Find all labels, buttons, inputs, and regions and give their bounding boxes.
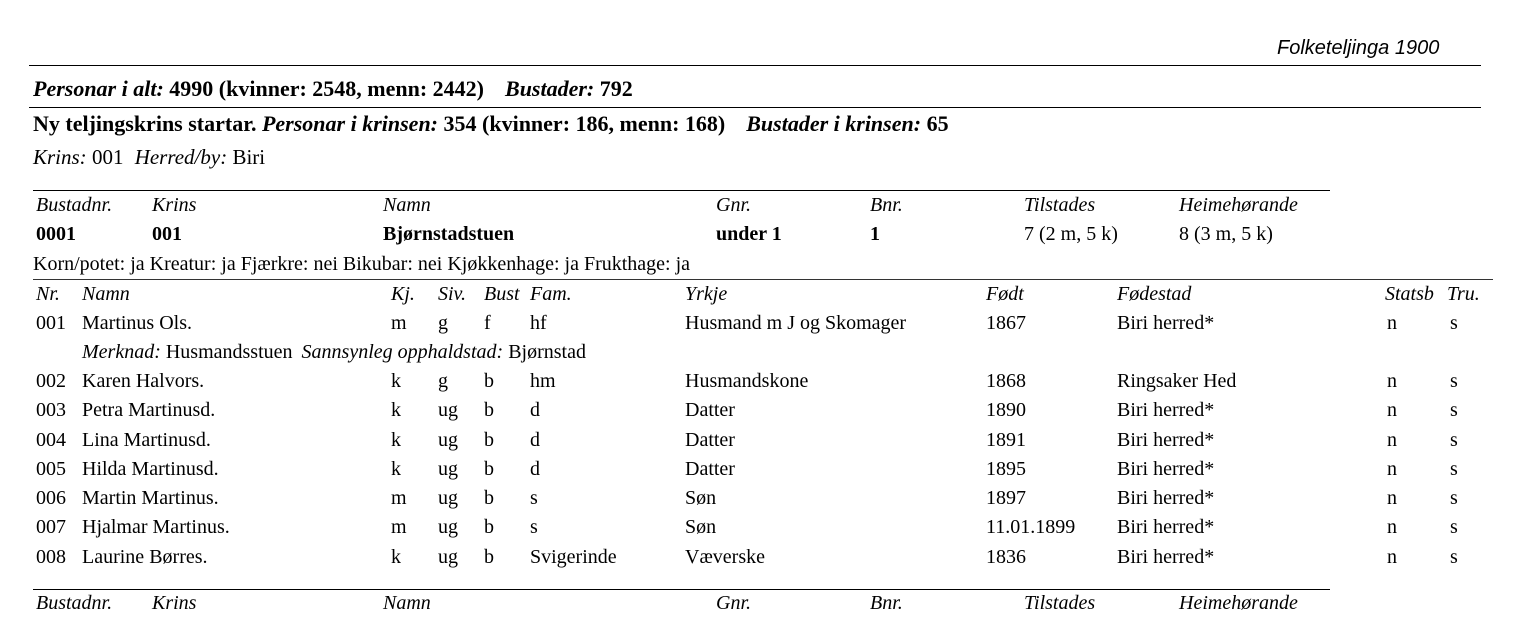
person-kj: k <box>391 370 401 392</box>
person-fam: s <box>530 516 538 538</box>
person-fodestad: Biri herred* <box>1117 429 1215 451</box>
person-bust: b <box>484 487 494 509</box>
district-dwellings-value: 65 <box>926 111 949 136</box>
person-fodestad: Ringsaker Hed <box>1117 370 1237 392</box>
person-kj: k <box>391 458 401 480</box>
person-fodd: 1891 <box>986 429 1026 451</box>
person-siv: ug <box>438 546 458 568</box>
dwelling-heimehorande: 8 (3 m, 5 k) <box>1179 223 1273 245</box>
persons-top-divider <box>33 279 1493 280</box>
opphald-value: Bjørnstad <box>508 341 586 363</box>
person-note <box>82 342 586 362</box>
header-siv: Siv. <box>438 283 466 305</box>
person-namn: Karen Halvors. <box>82 370 205 392</box>
person-bust: b <box>484 516 494 538</box>
header-statsb: Statsb <box>1385 283 1434 305</box>
next-dwelling-divider <box>33 589 1330 590</box>
person-kj: k <box>391 429 401 451</box>
next-header-heimehorande: Heimehørande <box>1179 592 1298 614</box>
person-siv: ug <box>438 487 458 509</box>
person-kj: k <box>391 399 401 421</box>
person-statsb: n <box>1387 429 1397 451</box>
total-persons-label: Personar i alt: <box>33 76 164 101</box>
person-statsb: n <box>1387 487 1397 509</box>
person-fodd: 1868 <box>986 370 1026 392</box>
header-gnr: Gnr. <box>716 194 752 216</box>
person-namn: Martinus Ols. <box>82 312 192 334</box>
dwelling-top-divider <box>33 190 1330 191</box>
header-nr: Nr. <box>36 283 60 305</box>
person-nr: 005 <box>36 458 66 480</box>
person-yrkje: Søn <box>685 487 717 509</box>
person-fam: s <box>530 487 538 509</box>
person-yrkje: Datter <box>685 399 735 421</box>
person-bust: b <box>484 429 494 451</box>
total-dwellings-label: Bustader: <box>505 76 595 101</box>
person-nr: 006 <box>36 487 66 509</box>
person-fodd: 1890 <box>986 399 1026 421</box>
dwelling-tilstades: 7 (2 m, 5 k) <box>1024 223 1118 245</box>
opphald-label: Sannsynleg opphaldstad: <box>301 341 504 363</box>
person-siv: ug <box>438 399 458 421</box>
person-kj: m <box>391 516 407 538</box>
person-namn: Lina Martinusd. <box>82 429 211 451</box>
header-fodd: Født <box>986 283 1024 305</box>
person-bust: b <box>484 458 494 480</box>
person-nr: 003 <box>36 399 66 421</box>
person-namn: Hilda Martinusd. <box>82 458 219 480</box>
person-tru: s <box>1450 399 1458 421</box>
header-fodestad: Fødestad <box>1117 283 1192 305</box>
next-header-krins: Krins <box>152 592 197 614</box>
next-header-bnr: Bnr. <box>870 592 903 614</box>
person-namn: Petra Martinusd. <box>82 399 216 421</box>
person-fam: d <box>530 429 540 451</box>
person-yrkje: Datter <box>685 458 735 480</box>
farm-info: Korn/potet: ja Kreatur: ja Fjærkre: nei Bikubar: nei Kjøkkenhage: ja Frukthage: ja <box>33 253 691 275</box>
herred-value: Biri <box>232 145 266 169</box>
new-district-text: Ny teljingskrins startar. <box>33 111 257 136</box>
herred-label: Herred/by: <box>134 145 228 169</box>
district-persons-value: 354 (kvinner: 186, menn: 168) <box>443 111 726 136</box>
header-kj: Kj. <box>391 283 415 305</box>
person-yrkje: Husmand m J og Skomager <box>685 312 907 334</box>
person-kj: k <box>391 546 401 568</box>
header-namn: Namn <box>383 194 431 216</box>
header-bustadnr: Bustadnr. <box>36 194 113 216</box>
dwelling-namn: Bjørnstadstuen <box>383 223 515 245</box>
person-bust: b <box>484 370 494 392</box>
merknad-value: Husmandsstuen <box>165 341 293 363</box>
district-info <box>33 147 265 168</box>
person-nr: 008 <box>36 546 66 568</box>
person-namn: Laurine Børres. <box>82 546 208 568</box>
person-tru: s <box>1450 429 1458 451</box>
header-tru: Tru. <box>1447 283 1480 305</box>
krins-label: Krins: <box>33 145 87 169</box>
person-fodestad: Biri herred* <box>1117 546 1215 568</box>
header-heimehorande: Heimehørande <box>1179 194 1298 216</box>
district-dwellings-label: Bustader i krinsen: <box>746 111 922 136</box>
header-tilstades: Tilstades <box>1024 194 1096 216</box>
census-summary <box>33 78 633 100</box>
document-title: Folketeljinga 1900 <box>1277 37 1440 59</box>
person-fodd: 1867 <box>986 312 1026 334</box>
person-tru: s <box>1450 458 1458 480</box>
person-nr: 007 <box>36 516 66 538</box>
person-fodd: 1895 <box>986 458 1026 480</box>
person-nr: 001 <box>36 312 66 334</box>
title-divider <box>29 65 1481 66</box>
person-tru: s <box>1450 370 1458 392</box>
district-persons-label: Personar i krinsen: <box>261 111 439 136</box>
person-bust: b <box>484 546 494 568</box>
person-siv: g <box>438 312 448 334</box>
person-nr: 004 <box>36 429 66 451</box>
total-dwellings-value: 792 <box>599 76 633 101</box>
dwelling-bustadnr: 0001 <box>36 223 76 245</box>
person-fodestad: Biri herred* <box>1117 458 1215 480</box>
person-statsb: n <box>1387 399 1397 421</box>
person-statsb: n <box>1387 458 1397 480</box>
person-siv: g <box>438 370 448 392</box>
person-statsb: n <box>1387 546 1397 568</box>
person-namn: Hjalmar Martinus. <box>82 516 230 538</box>
person-tru: s <box>1450 516 1458 538</box>
person-siv: ug <box>438 516 458 538</box>
next-header-namn: Namn <box>383 592 431 614</box>
person-yrkje: Søn <box>685 516 717 538</box>
person-statsb: n <box>1387 312 1397 334</box>
krins-value: 001 <box>91 145 124 169</box>
dwelling-krins: 001 <box>152 223 182 245</box>
header-fam: Fam. <box>530 283 572 305</box>
person-fodestad: Biri herred* <box>1117 399 1215 421</box>
person-fodestad: Biri herred* <box>1117 487 1215 509</box>
person-tru: s <box>1450 487 1458 509</box>
merknad-label: Merknad: <box>82 341 161 363</box>
person-statsb: n <box>1387 516 1397 538</box>
person-siv: ug <box>438 458 458 480</box>
summary-divider <box>29 107 1481 108</box>
header-person-namn: Namn <box>82 283 130 305</box>
person-yrkje: Husmandskone <box>685 370 809 392</box>
person-fodd: 1897 <box>986 487 1026 509</box>
person-fodd: 1836 <box>986 546 1026 568</box>
person-fam: hm <box>530 370 556 392</box>
person-bust: f <box>484 312 491 334</box>
next-header-bustadnr: Bustadnr. <box>36 592 113 614</box>
person-fodestad: Biri herred* <box>1117 312 1215 334</box>
person-yrkje: Datter <box>685 429 735 451</box>
header-bust: Bust <box>484 283 520 305</box>
person-bust: b <box>484 399 494 421</box>
dwelling-bnr: 1 <box>870 223 880 245</box>
next-header-tilstades: Tilstades <box>1024 592 1096 614</box>
total-persons-value: 4990 (kvinner: 2548, menn: 2442) <box>169 76 485 101</box>
person-fam: d <box>530 399 540 421</box>
person-kj: m <box>391 487 407 509</box>
header-bnr: Bnr. <box>870 194 903 216</box>
person-fodestad: Biri herred* <box>1117 516 1215 538</box>
person-yrkje: Væverske <box>685 546 765 568</box>
person-kj: m <box>391 312 407 334</box>
person-statsb: n <box>1387 370 1397 392</box>
person-nr: 002 <box>36 370 66 392</box>
person-fam: d <box>530 458 540 480</box>
next-header-gnr: Gnr. <box>716 592 752 614</box>
dwelling-gnr: under 1 <box>716 223 782 245</box>
district-summary <box>33 113 949 135</box>
person-tru: s <box>1450 546 1458 568</box>
header-krins: Krins <box>152 194 197 216</box>
person-namn: Martin Martinus. <box>82 487 219 509</box>
person-tru: s <box>1450 312 1458 334</box>
header-yrkje: Yrkje <box>685 283 728 305</box>
person-fam: hf <box>530 312 547 334</box>
person-siv: ug <box>438 429 458 451</box>
person-fam: Svigerinde <box>530 546 617 568</box>
person-fodd: 11.01.1899 <box>986 516 1076 538</box>
